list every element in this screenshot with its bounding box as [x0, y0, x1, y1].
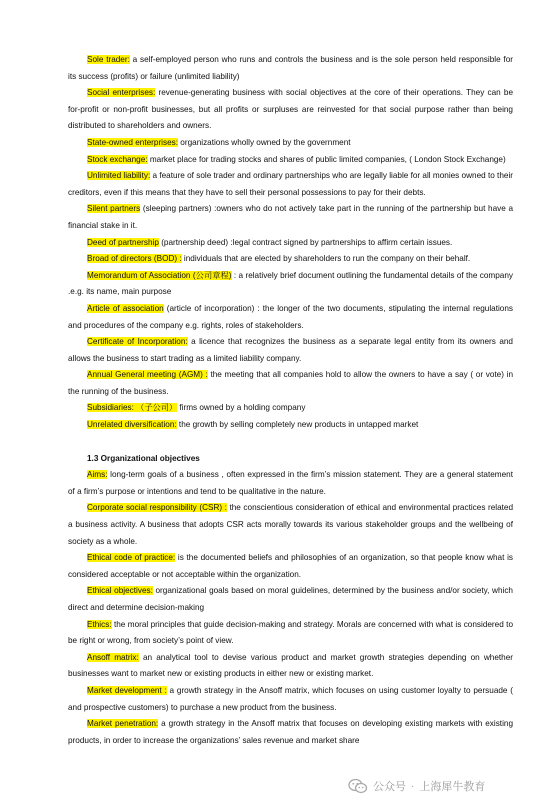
glossary-entry — [68, 152, 513, 169]
glossary-definition: : a relatively brief document outlining the fundamental details of the company .e.g. its name, main purpose — [68, 270, 514, 297]
document-page — [68, 52, 513, 749]
glossary-entry — [68, 683, 513, 716]
glossary-definition: the growth by selling completely new products in untapped market — [176, 420, 419, 430]
glossary-definition: long-term goals of a business , often expressed in the firm’s mission statement. They are a general statement of a firm’s purpose or intentions and tend to be qualitative in the nature. — [68, 470, 513, 496]
glossary-entry — [68, 135, 513, 152]
glossary-definition: individuals that are elected by shareholders to run the company on their behalf. — [181, 254, 471, 264]
watermark-separator: · — [411, 780, 415, 792]
watermark-name: 上海犀牛教育 — [419, 781, 486, 793]
glossary-section-2 — [68, 467, 513, 749]
glossary-entry — [68, 500, 513, 550]
glossary-entry — [68, 52, 513, 85]
glossary-definition: a growth strategy in the Ansoff matrix, which focuses on using customer loyalty to persuade ( and prospective customers) to purchase a new product from the business. — [68, 685, 513, 712]
glossary-term: Stock exchange: — [87, 154, 148, 164]
glossary-term: Unrelated diversification: — [87, 420, 177, 430]
glossary-term: Ansoff matrix: — [87, 652, 139, 662]
glossary-term: Ethics: — [87, 619, 112, 629]
glossary-term: Ethical objectives: — [87, 586, 153, 596]
glossary-term: Memorandum of Association (公司章程) — [87, 270, 232, 280]
glossary-entry — [68, 617, 513, 650]
glossary-entry — [68, 268, 513, 301]
watermark-prefix: 公众号 — [373, 781, 406, 793]
glossary-term: Sole trader: — [87, 55, 130, 64]
glossary-definition: revenue-generating business with social objectives at the core of their operations. They can be for-profit or non-profit businesses, but all profits or surpluses are reinvested for that social purpose rather than being distributed to shareholders and owners. — [68, 88, 513, 131]
glossary-term: Aims: — [87, 470, 108, 480]
glossary-entry — [68, 550, 513, 583]
glossary-definition: organizations wholly owned by the government — [178, 137, 351, 147]
glossary-term: Deed of partnership — [87, 237, 159, 247]
glossary-definition: a self-employed person who runs and controls the business and is the sole person held responsible for its success (profits) or failure (unlimited liability) — [68, 55, 513, 81]
glossary-term: Market development : — [87, 685, 167, 695]
glossary-definition: is the documented beliefs and philosophies of an organization, so that people know what is considered acceptable or not acceptable within the organization. — [68, 553, 513, 579]
glossary-section-1 — [68, 52, 513, 434]
glossary-term: Social enterprises: — [87, 88, 156, 98]
glossary-definition: the meeting that all companies hold to allow the owners to have a say ( or vote) in the running of the business. — [68, 370, 513, 396]
glossary-entry — [68, 716, 513, 749]
glossary-term: Ethical code of practice: — [87, 553, 176, 563]
glossary-term: Certificate of Incorporation: — [87, 337, 188, 347]
glossary-entry — [68, 201, 513, 234]
glossary-term: Subsidiaries: （子公司） — [87, 403, 178, 413]
section-heading: 1.3 Organizational objectives — [87, 453, 200, 463]
glossary-definition: a growth strategy in the Ansoff matrix that focuses on developing existing markets with existing products, in order to increase the organizations’ sales revenue and market share — [68, 719, 514, 745]
glossary-entry — [68, 583, 513, 616]
glossary-definition: an analytical tool to devise various product and market growth strategies depending on whether businesses want to market new or existing products in either new or existing market. — [68, 652, 513, 679]
glossary-term: Market penetration: — [87, 719, 159, 729]
glossary-definition: the moral principles that guide decision-making and strategy. Morals are concerned with what is considered to be right or wrong, from society’s point of view. — [68, 619, 513, 646]
glossary-definition: (sleeping partners) :owners who do not actively take part in the running of the partnership but have a financial stake in it. — [68, 204, 513, 230]
glossary-entry — [68, 251, 513, 268]
glossary-entry — [68, 301, 513, 334]
glossary-definition: a feature of sole trader and ordinary partnerships who are legally liable for all monies owned to their creditors, even if this means that they have to sell their personal possessions to pay for their debts. — [68, 171, 513, 197]
wechat-icon — [348, 778, 368, 795]
glossary-definition: market place for trading stocks and shares of public limited companies, ( London Stock Exchange) — [147, 154, 506, 164]
glossary-entry — [68, 235, 513, 252]
watermark — [348, 775, 485, 797]
glossary-entry — [68, 650, 513, 683]
glossary-term: Broad of directors (BOD) : — [87, 254, 182, 264]
glossary-definition: organizational goals based on moral guidelines, determined by the business and/or society, which direct and determine decision-making — [68, 586, 513, 612]
glossary-definition: (article of incorporation) : the longer of the two documents, stipulating the internal regulations and procedures of the company e.g. rights, roles of stakeholders. — [68, 303, 513, 330]
glossary-definition: a licence that recognizes the business as a separate legal entity from its owners and allows the business to start trading as a limited liability company. — [68, 337, 513, 363]
glossary-entry — [68, 367, 513, 400]
glossary-entry — [68, 85, 513, 135]
glossary-definition: (partnership deed) :legal contract signed by partnerships to affirm certain issues. — [158, 237, 453, 247]
glossary-term: Corporate social responsibility (CSR) : — [87, 503, 227, 513]
glossary-term: Silent partners — [87, 204, 141, 214]
glossary-definition: firms owned by a holding company — [177, 403, 306, 413]
glossary-term: State-owned enterprises: — [87, 137, 179, 147]
glossary-entry — [68, 400, 513, 417]
glossary-entry — [68, 417, 513, 434]
glossary-term: Article of association — [87, 303, 164, 313]
glossary-entry — [68, 467, 513, 500]
glossary-entry — [68, 168, 513, 201]
glossary-term: Annual General meeting (AGM) : — [87, 370, 208, 380]
glossary-term: Unlimited liability: — [87, 171, 151, 181]
glossary-definition: the conscientious consideration of ethical and environmental practices related a business activity. A business that adopts CSR acts morally towards its various stakeholder groups and the wellbeing of society as a whole. — [68, 503, 514, 546]
glossary-entry — [68, 334, 513, 367]
